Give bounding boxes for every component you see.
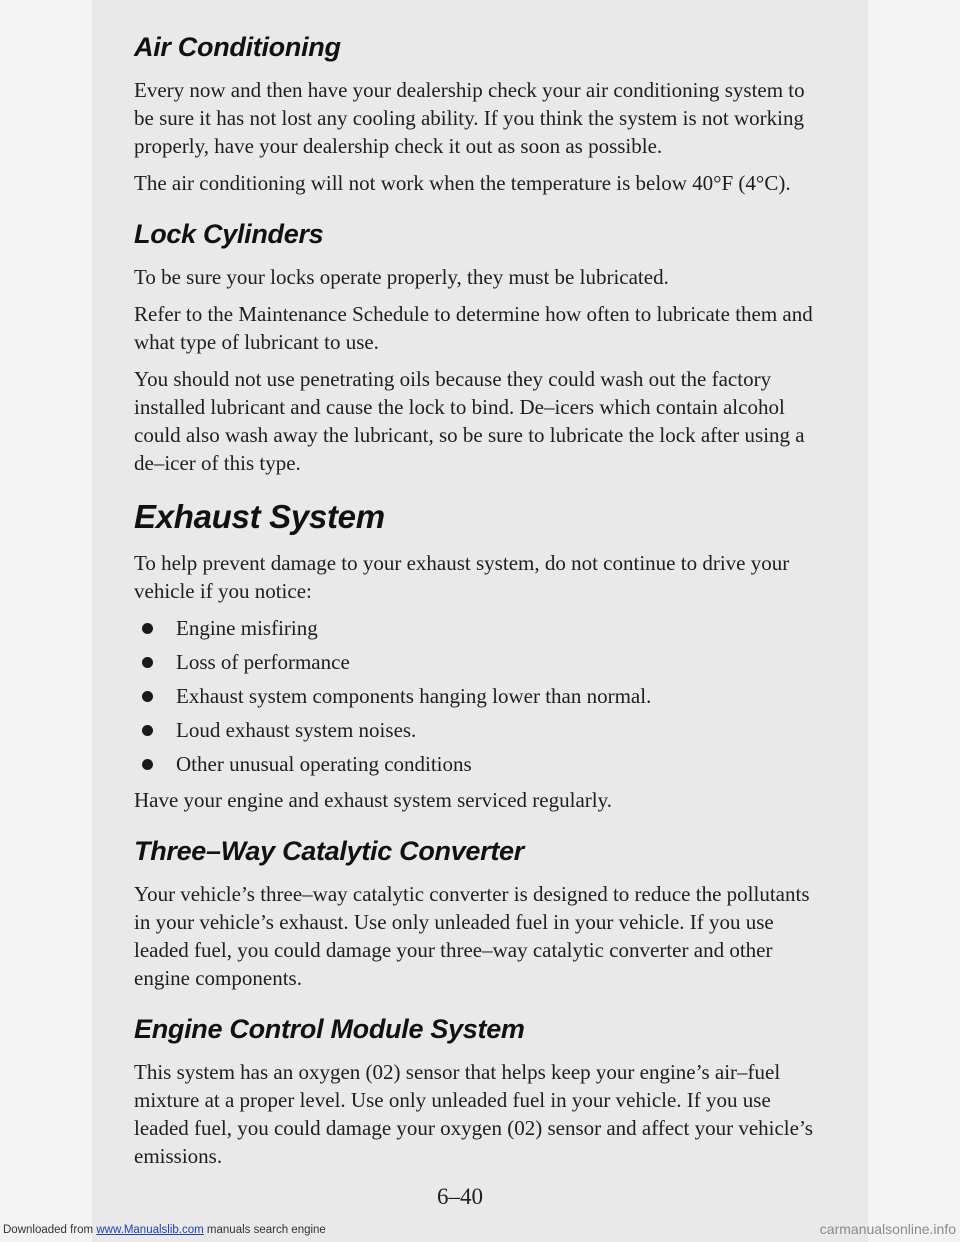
heading-catalytic-converter: Three–Way Catalytic Converter	[134, 836, 524, 866]
page-number: 6–40	[437, 1184, 483, 1209]
paragraph: Every now and then have your dealership check your air conditioning system to be sure it has not lost any cooling ability. If you think the system is not working properly, have your dealership check it out as soon as possible.	[134, 78, 805, 158]
paragraph: Your vehicle’s three–way catalytic converter is designed to reduce the pollutants in your vehicle’s exhaust. Use only unleaded fuel in your vehicle. If you use leaded fuel, you could damage your three–way catalytic converter and other engine components.	[134, 882, 810, 990]
list-item	[134, 716, 814, 744]
paragraph: To be sure your locks operate properly, they must be lubricated.	[134, 265, 669, 289]
paragraph: Refer to the Maintenance Schedule to determine how often to lubricate them and what type of lubricant to use.	[134, 302, 813, 354]
paragraph: You should not use penetrating oils because they could wash out the factory installed lubricant and cause the lock to bind. De–icers which contain alcohol could also wash away the lubricant, so be sure to lubricate the lock after using a de–icer of this type.	[134, 367, 805, 475]
section-catalytic-converter	[134, 834, 814, 992]
list-item	[134, 614, 814, 642]
list-item-text: Loud exhaust system noises.	[176, 718, 417, 742]
bullet-icon	[142, 657, 153, 668]
paragraph: To help prevent damage to your exhaust system, do not continue to drive your vehicle if you notice:	[134, 551, 790, 603]
symptom-list	[134, 614, 814, 778]
section-lock-cylinders	[134, 217, 814, 477]
list-item-text: Engine misfiring	[176, 616, 318, 640]
list-item-text: Exhaust system components hanging lower than normal.	[176, 684, 652, 708]
heading-exhaust-system: Exhaust System	[134, 498, 385, 535]
manualslib-link[interactable]: www.Manualslib.com	[96, 1224, 204, 1236]
list-item-text: Loss of performance	[176, 650, 350, 674]
watermark: carmanualsonline.info	[819, 1221, 956, 1237]
bullet-icon	[142, 725, 153, 736]
section-air-conditioning	[134, 30, 814, 197]
footer-suffix: manuals search engine	[206, 1224, 326, 1236]
page-content	[134, 30, 814, 1190]
list-item-text: Other unusual operating conditions	[176, 752, 472, 776]
bullet-icon	[142, 623, 153, 634]
paragraph: Have your engine and exhaust system serviced regularly.	[134, 788, 612, 812]
bullet-icon	[142, 759, 153, 770]
download-footer	[3, 1224, 326, 1236]
bullet-icon	[142, 691, 153, 702]
list-item	[134, 750, 814, 778]
section-engine-control	[134, 1012, 814, 1170]
paragraph: This system has an oxygen (02) sensor that helps keep your engine’s air–fuel mixture at a proper level. Use only unleaded fuel in your vehicle. If you use leaded fuel, you could damage your oxygen (02) sensor and affect your vehicle’s emissions.	[134, 1060, 813, 1168]
paragraph: The air conditioning will not work when the temperature is below 40°F (4°C).	[134, 171, 791, 195]
list-item	[134, 648, 814, 676]
section-exhaust-system	[134, 497, 814, 814]
heading-lock-cylinders: Lock Cylinders	[134, 219, 324, 249]
footer-prefix: Downloaded from	[3, 1224, 94, 1236]
heading-engine-control: Engine Control Module System	[134, 1014, 525, 1044]
list-item	[134, 682, 814, 710]
heading-air-conditioning: Air Conditioning	[134, 32, 341, 62]
